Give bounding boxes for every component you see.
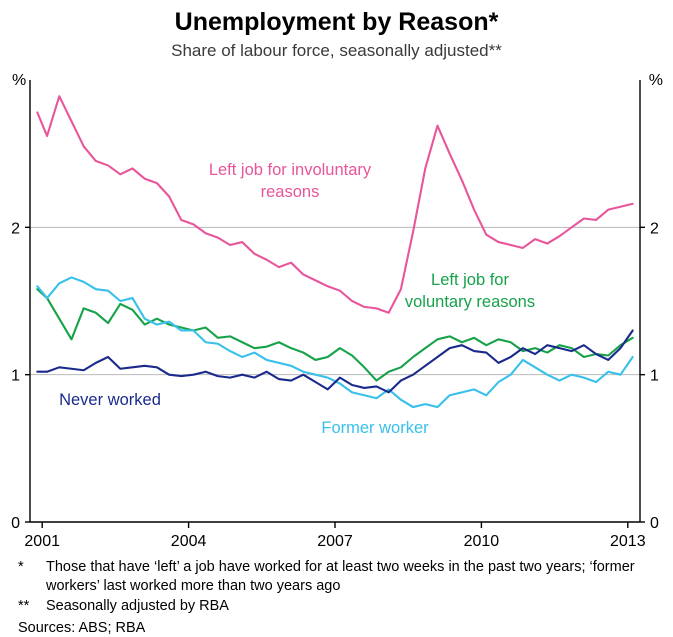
footnote-row xyxy=(18,558,663,595)
series-label xyxy=(321,419,429,437)
footnote-text: Those that have ‘left’ a job have worked for at least two weeks in the past two years; ‘former workers’ last worked more than two years ago xyxy=(46,559,635,594)
footnote-row xyxy=(18,597,663,616)
footnotes xyxy=(18,558,663,637)
footnote-mark: ** xyxy=(18,598,30,615)
series-line xyxy=(37,330,632,392)
series-label xyxy=(59,391,161,409)
y-axis-unit-right: % xyxy=(648,72,663,89)
footnote-text: Seasonally adjusted by RBA xyxy=(46,598,229,615)
y-tick-label: 0 xyxy=(11,515,20,532)
sources-line: Sources: ABS; RBA xyxy=(18,619,146,636)
footnote-mark: * xyxy=(18,559,24,575)
series-line xyxy=(37,277,632,407)
series-label xyxy=(405,271,535,311)
y-tick-label: 0 xyxy=(650,515,659,532)
x-tick-label: 2001 xyxy=(24,533,60,550)
series-line xyxy=(37,96,632,313)
series-label-line: Never worked xyxy=(59,391,161,409)
series-label-line: Former worker xyxy=(321,419,429,437)
y-tick-label: 2 xyxy=(650,220,659,238)
y-axis-unit-left: % xyxy=(12,72,27,89)
series-line xyxy=(37,289,632,380)
x-tick-label: 2010 xyxy=(463,533,500,550)
x-tick-label: 2007 xyxy=(317,533,353,550)
y-tick-label: 2 xyxy=(11,220,20,238)
chart-subtitle: Share of labour force, seasonally adjusted** xyxy=(171,41,502,60)
x-tick-label: 2004 xyxy=(170,533,207,550)
x-tick-label: 2013 xyxy=(610,533,646,550)
series-label-line: Left job for involuntary xyxy=(208,161,372,179)
series-label-line: Left job for xyxy=(431,271,509,289)
y-tick-label: 1 xyxy=(650,367,659,385)
series-label xyxy=(209,161,372,201)
y-tick-label: 1 xyxy=(11,367,20,385)
series-label-line: reasons xyxy=(260,183,320,201)
series-label-line: voluntary reasons xyxy=(404,293,536,311)
chart-title: Unemployment by Reason* xyxy=(174,8,499,36)
